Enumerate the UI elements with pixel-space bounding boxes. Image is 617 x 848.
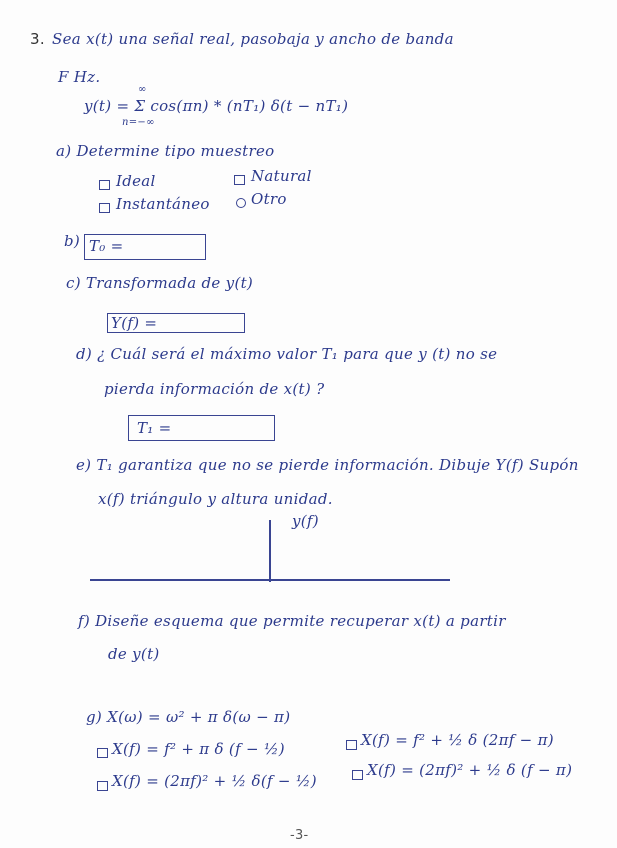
checkbox-g-option-3[interactable] xyxy=(97,781,108,791)
g-option-2-label: X(f) = f² + ½ δ (2πf − π) xyxy=(361,731,554,749)
g-option-3-label: X(f) = (2πf)² + ½ δ(f − ½) xyxy=(112,772,317,790)
formula: y(t) = Σ cos(πn) * (nT₁) δ(t − nT₁) xyxy=(84,97,349,115)
checkbox-natural[interactable] xyxy=(234,175,245,185)
question-number: 3. xyxy=(30,30,45,48)
part-e-line-2: x(f) triángulo y altura unidad. xyxy=(98,490,333,508)
intro-line-1: Sea x(t) una señal real, pasobaja y ancho de banda xyxy=(52,30,454,48)
checkbox-g-option-4[interactable] xyxy=(352,770,363,780)
option-natural-label: Natural xyxy=(251,167,312,185)
intro-line-2: F Hz. xyxy=(58,68,101,86)
answer-box-t0-label: T₀ = xyxy=(89,237,124,255)
part-c-prompt: c) Transformada de y(t) xyxy=(66,274,254,292)
part-g-prompt: g) X(ω) = ω² + π δ(ω − π) xyxy=(86,708,291,726)
plot-axis-label: y(f) xyxy=(292,512,319,530)
answer-box-t1[interactable] xyxy=(128,415,275,441)
answer-box-yf-label: Y(f) = xyxy=(111,314,158,332)
part-a-prompt: a) Determine tipo muestreo xyxy=(56,142,275,160)
answer-box-yf[interactable] xyxy=(107,313,245,333)
radio-otro[interactable] xyxy=(236,198,246,208)
page-number: -3- xyxy=(290,828,309,843)
plot-vertical-axis xyxy=(269,520,271,582)
part-f-line-2: de y(t) xyxy=(108,645,160,663)
checkbox-ideal[interactable] xyxy=(99,180,110,190)
checkbox-g-option-1[interactable] xyxy=(97,748,108,758)
sum-lower-limit: n=−∞ xyxy=(122,117,155,128)
checkbox-instantaneo[interactable] xyxy=(99,203,110,213)
plot-horizontal-axis xyxy=(90,579,450,581)
part-d-line-1: d) ¿ Cuál será el máximo valor T₁ para que y (t) no se xyxy=(76,345,498,363)
answer-box-t1-label: T₁ = xyxy=(137,419,172,437)
answer-box-t0[interactable] xyxy=(84,234,206,260)
part-d-line-2: pierda información de x(t) ? xyxy=(104,380,325,398)
g-option-1-label: X(f) = f² + π δ (f − ½) xyxy=(112,740,285,758)
sum-upper-limit: ∞ xyxy=(138,84,147,95)
checkbox-g-option-2[interactable] xyxy=(346,740,357,750)
option-otro-label: Otro xyxy=(251,190,287,208)
part-e-line-1: e) T₁ garantiza que no se pierde información. Dibuje Y(f) Supón xyxy=(76,456,579,474)
part-b-prompt: b) xyxy=(64,232,81,250)
option-instantaneo-label: Instantáneo xyxy=(116,195,210,213)
option-ideal-label: Ideal xyxy=(116,172,156,190)
g-option-4-label: X(f) = (2πf)² + ½ δ (f − π) xyxy=(367,761,573,779)
part-f-line-1: f) Diseñe esquema que permite recuperar x(t) a partir xyxy=(78,612,506,630)
